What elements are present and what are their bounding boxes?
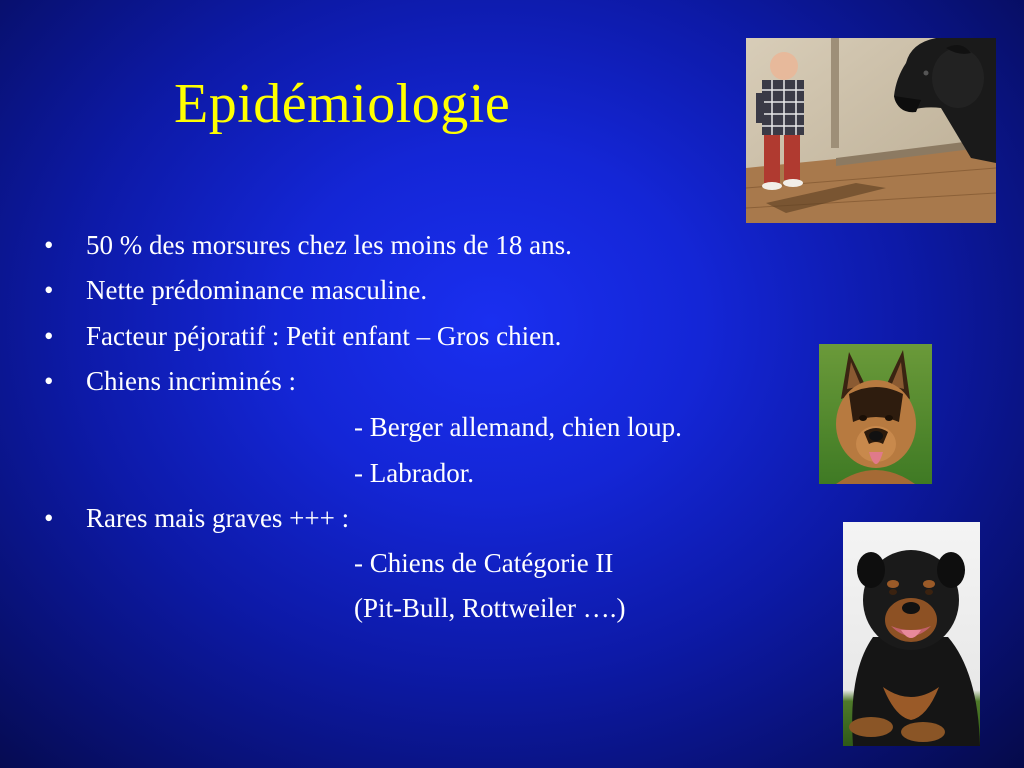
bullet-marker: • [44,321,54,351]
bullet-marker: • [44,366,54,396]
bullet-text: Facteur péjoratif : Petit enfant – Gros chien. [86,321,562,351]
sub-item-text: (Pit-Bull, Rottweiler ….) [354,593,626,623]
bullet-marker: • [44,230,54,260]
child-and-dog-photo [746,38,996,223]
rottweiler-photo [843,522,980,746]
sub-item-text: - Labrador. [354,458,474,488]
german-shepherd-photo [819,344,932,484]
bullet-text: Nette prédominance masculine. [86,275,428,305]
bullet-text: Chiens incriminés : [86,366,296,396]
sub-item-text: - Berger allemand, chien loup. [354,412,682,442]
sub-item-text: - Chiens de Catégorie II [354,548,614,578]
bullet-text: 50 % des morsures chez les moins de 18 ans. [86,230,572,260]
bullet-marker: • [44,503,54,533]
slide-title: Epidémiologie [174,73,511,135]
bullet-marker: • [44,275,54,305]
bullet-text: Rares mais graves +++ : [86,503,350,533]
